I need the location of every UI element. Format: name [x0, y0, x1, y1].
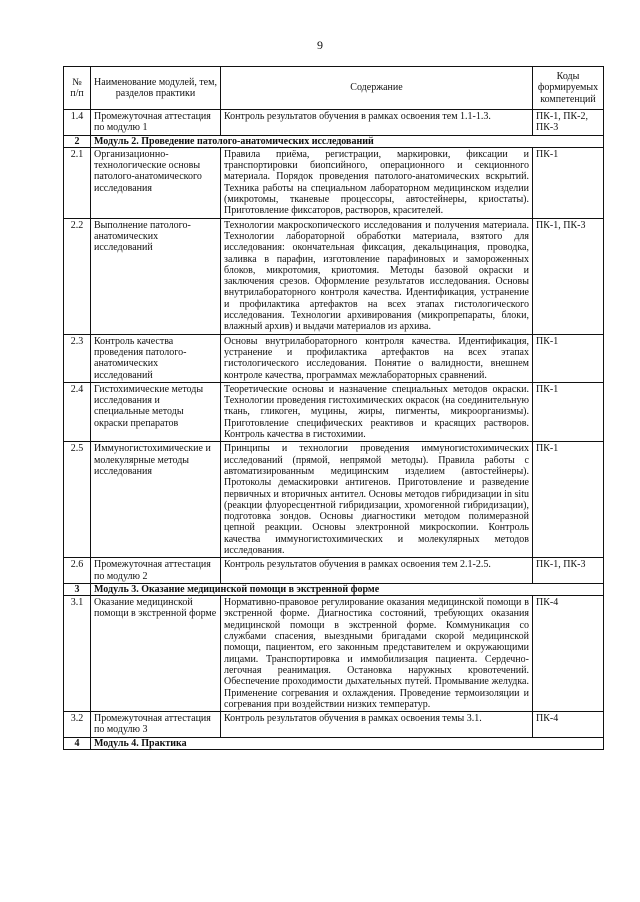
row-content: Контроль результатов обучения в рамках освоения темы 3.1.: [221, 712, 533, 738]
row-codes: ПК-4: [533, 596, 604, 712]
row-name: Гистохимические методы исследования и специальные методы окраски препаратов: [91, 382, 221, 441]
row-codes: ПК-1: [533, 382, 604, 441]
row-content: Нормативно-правовое регулирование оказания медицинской помощи в экстренной форме. Диагностика состояний, требующих оказания медицинской помощи в экстренной форме. Коммуникация со службами спасения, выездными бригадами скорой медицинской помощи, пациентом, его законным представителем и окружающими лицами. Транспортировка и иммобилизация пациента. Сердечно-легочная реанимация. Остановка наружных кровотечений. Обеспечение проходимости дыхательных путей. Промывание желудка. Применение согревания и охлаждения. Проведение термоизоляции и согревания при воздействии низких температур.: [221, 596, 533, 712]
row-number: 2.1: [64, 147, 91, 218]
row-number: 2.3: [64, 334, 91, 382]
module-title: Модуль 4. Практика: [91, 737, 604, 749]
curriculum-table: [63, 66, 604, 750]
header-codes: Коды формируемых компетенций: [533, 67, 604, 110]
module-number: 2: [64, 135, 91, 147]
header-content: Содержание: [221, 67, 533, 110]
module-row: [64, 737, 604, 749]
row-number: 3.2: [64, 712, 91, 738]
module-title: Модуль 2. Проведение патолого-анатомических исследований: [91, 135, 604, 147]
row-codes: ПК-1, ПК-3: [533, 218, 604, 334]
table-row: [64, 442, 604, 558]
row-codes: ПК-1: [533, 442, 604, 558]
row-codes: ПК-1, ПК-2, ПК-3: [533, 110, 604, 136]
row-content: Принципы и технологии проведения иммуногистохимических исследований (прямой, непрямой методы). Правила работы с автоматизированным медицинским изделием (автостейнеры). Протоколы демаскировки антигенов. Приготовление и разведение первичных и вторичных антител. Основы методов гибридизации in situ (реакции флуоресцентной гибридизации, хромогенной гибридизации), подготовка зондов. Основы диагностики методом полимеразной цепной реакции. Основы электронной микроскопии. Контроль качества иммуногистохимических и молекулярных методов исследования.: [221, 442, 533, 558]
module-number: 3: [64, 583, 91, 595]
row-number: 3.1: [64, 596, 91, 712]
row-name: Иммуногистохимические и молекулярные методы исследования: [91, 442, 221, 558]
table-header-row: [64, 67, 604, 110]
row-number: 2.6: [64, 558, 91, 584]
row-number: 2.2: [64, 218, 91, 334]
row-number: 2.4: [64, 382, 91, 441]
row-content: Основы внутрилабораторного контроля качества. Идентификация, устранение и профилактика артефактов на всех этапах гистологического исследования. Понятие о валидности, внешнем контроле качества, программах межлабораторных сравнений.: [221, 334, 533, 382]
header-num: № п/п: [64, 67, 91, 110]
row-name: Промежуточная аттестация по модулю 2: [91, 558, 221, 584]
row-content: Правила приёма, регистрации, маркировки, фиксации и транспортировки биопсийного, операционного и секционного материала. Порядок проведения патолого-анатомических вскрытий. Техника работы на специальном лабораторном медицинском изделии (микротомы, тканевые процессоры, автостейнеры, криостаты). Приготовление фиксаторов, растворов, красителей.: [221, 147, 533, 218]
row-number: 2.5: [64, 442, 91, 558]
table-row: [64, 110, 604, 136]
page-number: 9: [317, 38, 323, 52]
row-name: Промежуточная аттестация по модулю 3: [91, 712, 221, 738]
row-name: Организационно-технологические основы патолого-анатомического исследования: [91, 147, 221, 218]
row-content: Теоретические основы и назначение специальных методов окраски. Технологии проведения гистохимических окрасок (на соединительную ткань, гликоген, муцины, жиры, пигменты, микроорганизмы). Приготовление специфических реактивов и красящих растворов. Контроль качества в гистохимии.: [221, 382, 533, 441]
table-row: [64, 596, 604, 712]
row-name: Промежуточная аттестация по модулю 1: [91, 110, 221, 136]
table-row: [64, 147, 604, 218]
row-name: Выполнение патолого-анатомических исследований: [91, 218, 221, 334]
header-name: Наименование модулей, тем, разделов практики: [91, 67, 221, 110]
module-row: [64, 135, 604, 147]
row-content: Контроль результатов обучения в рамках освоения тем 1.1-1.3.: [221, 110, 533, 136]
row-codes: ПК-1: [533, 334, 604, 382]
row-content: Контроль результатов обучения в рамках освоения тем 2.1-2.5.: [221, 558, 533, 584]
module-title: Модуль 3. Оказание медицинской помощи в экстренной форме: [91, 583, 604, 595]
row-codes: ПК-4: [533, 712, 604, 738]
table-row: [64, 334, 604, 382]
table-row: [64, 712, 604, 738]
row-name: Оказание медицинской помощи в экстренной форме: [91, 596, 221, 712]
table-body: [64, 110, 604, 750]
table-row: [64, 218, 604, 334]
module-number: 4: [64, 737, 91, 749]
module-row: [64, 583, 604, 595]
row-codes: ПК-1: [533, 147, 604, 218]
table-row: [64, 382, 604, 441]
table-row: [64, 558, 604, 584]
row-content: Технологии макроскопического исследования и получения материала. Технологии лабораторной обработки материала, взятого для исследования: окончательная фиксация, декальцинация, проводка, заливка в парафин, изготовление парафиновых и замороженных блоков, микротомия, криотомия. Методы базовой окраски и заключения срезов. Оформление результатов исследования. Основы внутрилабораторного контроля качества. Идентификация, устранение и профилактика артефактов на всех этапах гистологического исследования. Технологии архивирования (микропрепараты, блоки, влажный архив) и выдачи материалов из архива.: [221, 218, 533, 334]
row-name: Контроль качества проведения патолого-анатомических исследований: [91, 334, 221, 382]
row-number: 1.4: [64, 110, 91, 136]
row-codes: ПК-1, ПК-3: [533, 558, 604, 584]
